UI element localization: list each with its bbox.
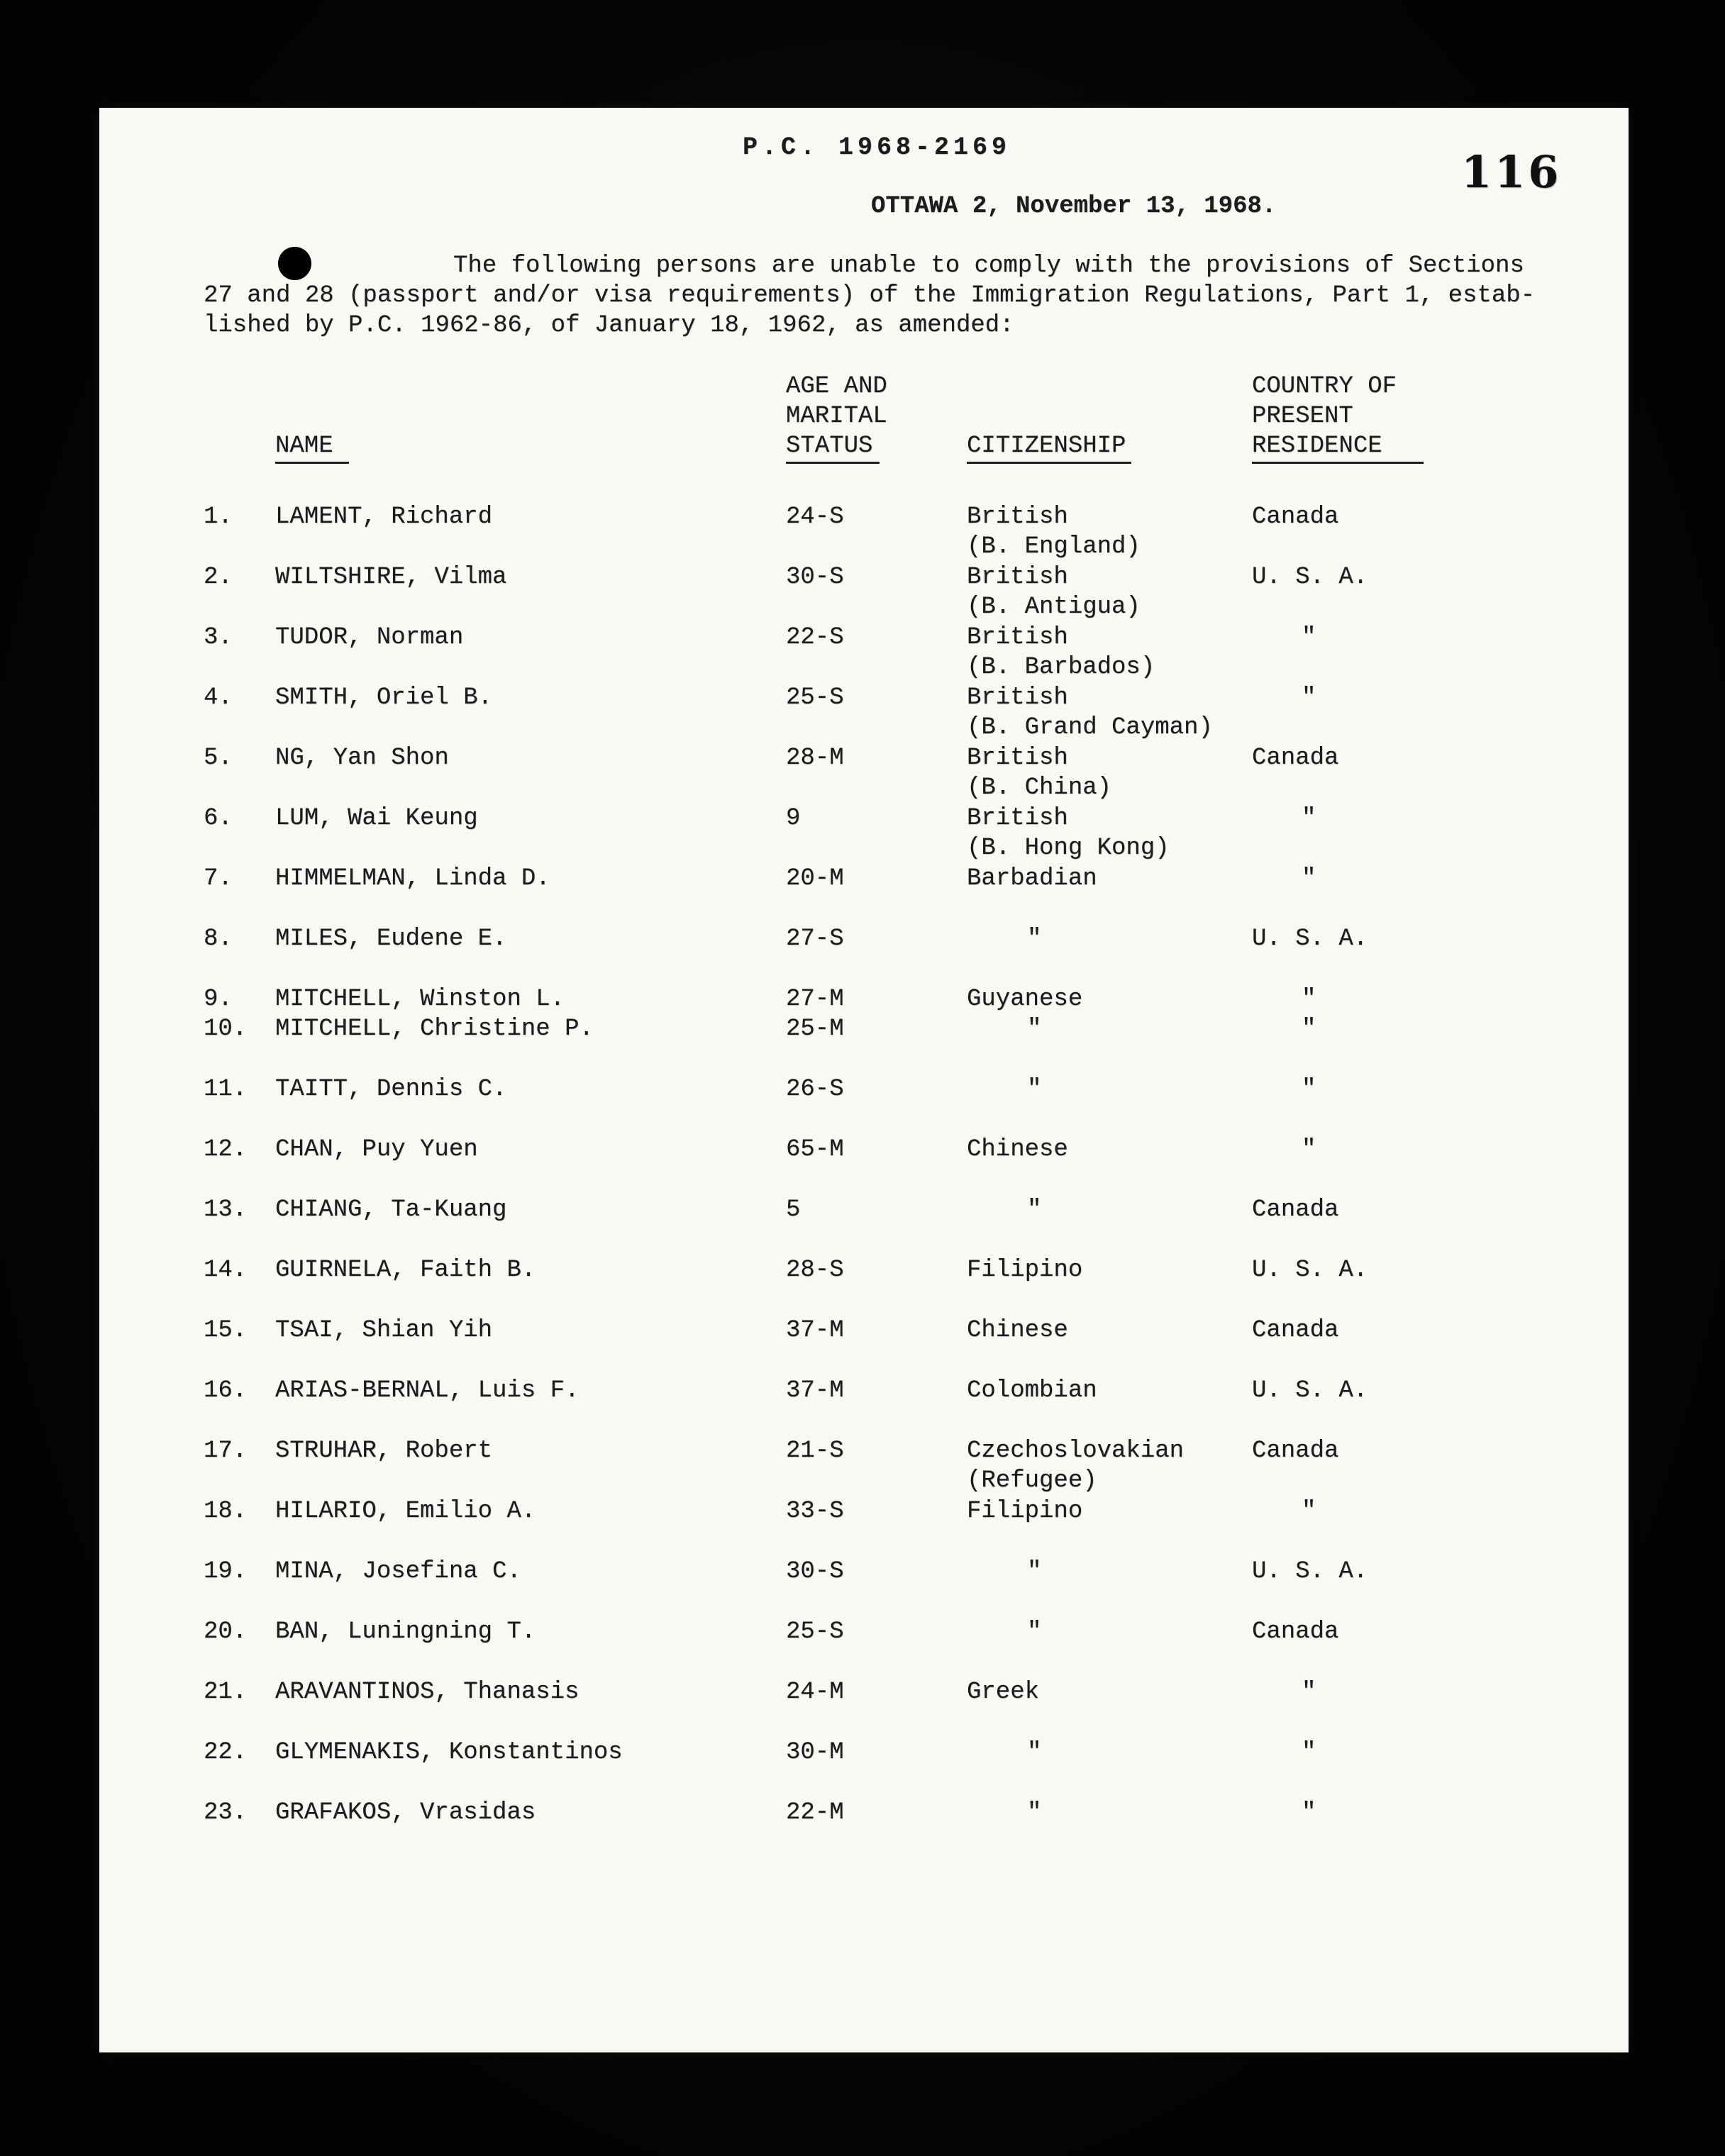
citizenship-value: " — [1027, 1076, 1042, 1103]
person-name: STRUHAR, Robert — [275, 1438, 493, 1465]
row-number: 19. — [204, 1558, 248, 1585]
person-name: LAMENT, Richard — [275, 504, 493, 530]
residence-value: " — [1302, 805, 1316, 832]
row-number: 16. — [204, 1377, 248, 1404]
citizenship-cell — [967, 804, 1252, 863]
citizenship-birthplace: (B. Barbados) — [967, 654, 1155, 681]
residence-value: U. S. A. — [1252, 564, 1368, 591]
person-name: BAN, Luningning T. — [275, 1618, 536, 1645]
header-spacer-margin — [99, 372, 204, 464]
row-number: 21. — [204, 1679, 248, 1706]
intro-line-1: The following persons are unable to comply with the provisions of Sections — [453, 252, 1524, 279]
residence-value: U. S. A. — [1252, 1377, 1368, 1404]
person-name: MITCHELL, Christine P. — [275, 1016, 594, 1043]
row-number: 17. — [204, 1438, 248, 1465]
person-name: TUDOR, Norman — [275, 624, 464, 651]
age-marital-status: 24-M — [786, 1679, 844, 1706]
residence-value: " — [1302, 1016, 1316, 1043]
citizenship-value: " — [1027, 926, 1042, 952]
citizenship-cell — [967, 1617, 1252, 1647]
row-number: 8. — [204, 926, 233, 952]
header-age-line-3: STATUS — [786, 431, 880, 464]
residence-value: " — [1302, 1498, 1316, 1525]
header-age-column — [786, 372, 967, 464]
age-marital-status: 30-S — [786, 564, 844, 591]
age-marital-status: 30-M — [786, 1739, 844, 1766]
table-row — [99, 1014, 1629, 1074]
age-marital-status: 25-S — [786, 684, 844, 711]
header-name-label: NAME — [275, 431, 349, 464]
residence-value: Canada — [1252, 1196, 1339, 1223]
residence-value: Canada — [1252, 1317, 1339, 1344]
header-name-column — [275, 372, 786, 464]
citizenship-value: " — [1027, 1016, 1042, 1043]
table-row — [99, 1255, 1629, 1316]
citizenship-value: Czechoslovakian — [967, 1438, 1185, 1465]
citizenship-value: " — [1027, 1558, 1042, 1585]
row-number: 2. — [204, 564, 233, 591]
residence-value: U. S. A. — [1252, 926, 1368, 952]
age-marital-status: 9 — [786, 805, 801, 832]
residence-value: " — [1302, 624, 1316, 651]
table-row — [99, 1798, 1629, 1858]
person-name: WILTSHIRE, Vilma — [275, 564, 507, 591]
citizenship-cell — [967, 1798, 1252, 1828]
citizenship-value: Guyanese — [967, 986, 1083, 1013]
citizenship-cell — [967, 1074, 1252, 1104]
citizenship-value: Chinese — [967, 1317, 1068, 1344]
citizenship-value: British — [967, 504, 1068, 530]
person-name: MILES, Eudene E. — [275, 926, 507, 952]
citizenship-value: Chinese — [967, 1136, 1068, 1163]
row-number: 22. — [204, 1739, 248, 1766]
citizenship-value: Greek — [967, 1679, 1040, 1706]
citizenship-cell — [967, 1557, 1252, 1587]
age-marital-status: 37-M — [786, 1377, 844, 1404]
table-row — [99, 623, 1629, 683]
table-row — [99, 1376, 1629, 1436]
header-spacer-number — [204, 372, 275, 464]
citizenship-value: Filipino — [967, 1257, 1083, 1284]
row-number: 18. — [204, 1498, 248, 1525]
citizenship-birthplace: (B. China) — [967, 774, 1112, 801]
header-residence-line-2: PRESENT — [1252, 403, 1353, 430]
table-row — [99, 1738, 1629, 1798]
table-header — [99, 372, 1629, 464]
intro-paragraph — [204, 251, 1615, 340]
residence-value: U. S. A. — [1252, 1558, 1368, 1585]
age-marital-status: 33-S — [786, 1498, 844, 1525]
residence-value: Canada — [1252, 504, 1339, 530]
citizenship-value: British — [967, 745, 1068, 772]
citizenship-value: Filipino — [967, 1498, 1083, 1525]
row-number: 20. — [204, 1618, 248, 1645]
row-number: 11. — [204, 1076, 248, 1103]
citizenship-value: " — [1027, 1196, 1042, 1223]
row-number: 9. — [204, 986, 233, 1013]
citizenship-cell — [967, 1014, 1252, 1044]
citizenship-cell — [967, 1738, 1252, 1767]
person-name: ARAVANTINOS, Thanasis — [275, 1679, 579, 1706]
residence-value: U. S. A. — [1252, 1257, 1368, 1284]
table-row — [99, 1316, 1629, 1376]
dateline: OTTAWA 2, November 13, 1968. — [871, 193, 1277, 220]
page-number-stamp: 116 — [1461, 146, 1562, 198]
row-number: 7. — [204, 865, 233, 892]
person-name: SMITH, Oriel B. — [275, 684, 493, 711]
header-residence-line-3: RESIDENCE — [1252, 431, 1424, 464]
residence-value: " — [1302, 1739, 1316, 1766]
person-name: HIMMELMAN, Linda D. — [275, 865, 550, 892]
age-marital-status: 5 — [786, 1196, 801, 1223]
age-marital-status: 22-S — [786, 624, 844, 651]
person-name: GUIRNELA, Faith B. — [275, 1257, 536, 1284]
table-row — [99, 743, 1629, 804]
table-row — [99, 1074, 1629, 1135]
table-row — [99, 683, 1629, 743]
age-marital-status: 37-M — [786, 1317, 844, 1344]
age-marital-status: 27-S — [786, 926, 844, 952]
citizenship-cell — [967, 743, 1252, 803]
document-number: P.C. 1968-2169 — [742, 133, 1011, 162]
citizenship-cell — [967, 1436, 1252, 1496]
citizenship-value: " — [1027, 1739, 1042, 1766]
person-name: GRAFAKOS, Vrasidas — [275, 1799, 536, 1826]
citizenship-cell — [967, 864, 1252, 894]
citizenship-value: Barbadian — [967, 865, 1097, 892]
person-name: ARIAS-BERNAL, Luis F. — [275, 1377, 579, 1404]
citizenship-birthplace: (Refugee) — [967, 1467, 1097, 1494]
residence-value: Canada — [1252, 1618, 1339, 1645]
table-row — [99, 1135, 1629, 1195]
residence-value: Canada — [1252, 1438, 1339, 1465]
row-number: 10. — [204, 1016, 248, 1043]
residence-value: " — [1302, 684, 1316, 711]
table-row — [99, 924, 1629, 984]
row-number: 1. — [204, 504, 233, 530]
person-name: HILARIO, Emilio A. — [275, 1498, 536, 1525]
header-age-line-2: MARITAL — [786, 403, 887, 430]
age-marital-status: 30-S — [786, 1558, 844, 1585]
residence-value: " — [1302, 1679, 1316, 1706]
table-row — [99, 502, 1629, 562]
citizenship-birthplace: (B. Antigua) — [967, 594, 1141, 621]
header-residence-line-1: COUNTRY OF — [1252, 373, 1397, 400]
person-name: CHAN, Puy Yuen — [275, 1136, 478, 1163]
citizenship-value: Colombian — [967, 1377, 1097, 1404]
age-marital-status: 26-S — [786, 1076, 844, 1103]
table-row — [99, 1677, 1629, 1738]
person-name: MITCHELL, Winston L. — [275, 986, 565, 1013]
age-marital-status: 24-S — [786, 504, 844, 530]
age-marital-status: 21-S — [786, 1438, 844, 1465]
citizenship-cell — [967, 984, 1252, 1014]
citizenship-birthplace: (B. Grand Cayman) — [967, 714, 1213, 741]
intro-line-2: 27 and 28 (passport and/or visa requirements) of the Immigration Regulations, Part 1, estab- — [204, 282, 1536, 309]
citizenship-cell — [967, 1316, 1252, 1345]
table-row — [99, 984, 1629, 1014]
age-marital-status: 28-S — [786, 1257, 844, 1284]
citizenship-value: " — [1027, 1799, 1042, 1826]
citizenship-cell — [967, 1135, 1252, 1165]
person-name: TAITT, Dennis C. — [275, 1076, 507, 1103]
citizenship-cell — [967, 502, 1252, 562]
person-name: GLYMENAKIS, Konstantinos — [275, 1739, 623, 1766]
table-row — [99, 1617, 1629, 1677]
residence-value: Canada — [1252, 745, 1339, 772]
row-number: 3. — [204, 624, 233, 651]
header-citizenship-label: CITIZENSHIP — [967, 431, 1131, 464]
age-marital-status: 25-M — [786, 1016, 844, 1043]
citizenship-value: " — [1027, 1618, 1042, 1645]
citizenship-cell — [967, 562, 1252, 622]
table-row — [99, 864, 1629, 924]
row-number: 13. — [204, 1196, 248, 1223]
table-row — [99, 804, 1629, 864]
residence-value: " — [1302, 1799, 1316, 1826]
citizenship-value: British — [967, 564, 1068, 591]
citizenship-cell — [967, 1376, 1252, 1406]
row-number: 6. — [204, 805, 233, 832]
header-citizenship-column — [967, 372, 1252, 464]
citizenship-cell — [967, 683, 1252, 743]
row-number: 23. — [204, 1799, 248, 1826]
residence-value: " — [1302, 1076, 1316, 1103]
age-marital-status: 27-M — [786, 986, 844, 1013]
row-number: 4. — [204, 684, 233, 711]
header-age-line-1: AGE AND — [786, 373, 887, 400]
row-number: 12. — [204, 1136, 248, 1163]
citizenship-value: British — [967, 684, 1068, 711]
residence-value: " — [1302, 986, 1316, 1013]
residence-value: " — [1302, 865, 1316, 892]
row-number: 14. — [204, 1257, 248, 1284]
person-name: TSAI, Shian Yih — [275, 1317, 493, 1344]
citizenship-cell — [967, 1677, 1252, 1707]
table-row — [99, 1557, 1629, 1617]
table-row — [99, 1496, 1629, 1557]
citizenship-birthplace: (B. England) — [967, 533, 1141, 560]
table-row — [99, 562, 1629, 623]
persons-table — [99, 502, 1629, 1858]
age-marital-status: 65-M — [786, 1136, 844, 1163]
citizenship-value: British — [967, 805, 1068, 832]
citizenship-cell — [967, 1496, 1252, 1526]
age-marital-status: 28-M — [786, 745, 844, 772]
person-name: CHIANG, Ta-Kuang — [275, 1196, 507, 1223]
citizenship-cell — [967, 1255, 1252, 1285]
citizenship-cell — [967, 623, 1252, 682]
age-marital-status: 20-M — [786, 865, 844, 892]
age-marital-status: 25-S — [786, 1618, 844, 1645]
citizenship-value: British — [967, 624, 1068, 651]
table-row — [99, 1436, 1629, 1496]
intro-line-3: lished by P.C. 1962-86, of January 18, 1962, as amended: — [204, 312, 1014, 339]
table-row — [99, 1195, 1629, 1255]
citizenship-cell — [967, 1195, 1252, 1225]
row-number: 5. — [204, 745, 233, 772]
person-name: LUM, Wai Keung — [275, 805, 478, 832]
person-name: NG, Yan Shon — [275, 745, 449, 772]
header-residence-column — [1252, 372, 1629, 464]
citizenship-birthplace: (B. Hong Kong) — [967, 835, 1170, 862]
document-page — [99, 108, 1629, 2052]
residence-value: " — [1302, 1136, 1316, 1163]
person-name: MINA, Josefina C. — [275, 1558, 521, 1585]
row-number: 15. — [204, 1317, 248, 1344]
age-marital-status: 22-M — [786, 1799, 844, 1826]
citizenship-cell — [967, 924, 1252, 954]
